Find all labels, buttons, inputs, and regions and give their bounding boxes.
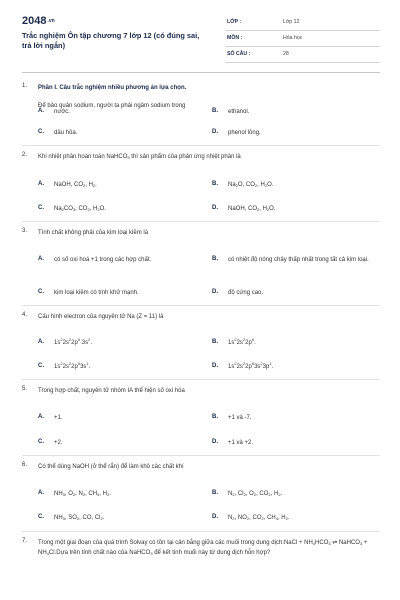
question-divider — [22, 305, 380, 306]
question-text — [38, 152, 376, 162]
question-body: Trong một giai đoạn của quá trình Solvay có tồn tại cân bằng giữa các muối trong dung dịch:NaCl + $NH_4HCO_3$ ⇌ NaHCO$_3$ + $NH_4Cl.Dựa$ trên tính chất nào của NaHCO$_3$ để kết tinh muối này từ dung dịch hỗn hợp? — [38, 540, 368, 556]
option-key: D. — [212, 363, 218, 369]
worksheet-title: Trắc nghiệm Ôn tập chương 7 lớp 12 (có đúng sai, trả lời ngắn) — [22, 31, 200, 50]
question-divider — [22, 531, 380, 532]
option-text: $Na_2O$, $CO_2$, $H_2O$. — [228, 182, 274, 188]
question-text — [38, 83, 376, 111]
option-text: $1s^22s^22p^63s^23p^1$. — [228, 361, 274, 370]
question-body: Trong hợp chất, nguyên tử nhóm IA thể hiện số oxi hóa — [38, 388, 185, 394]
option-key: A. — [38, 108, 44, 114]
question-number: 5. — [22, 386, 28, 392]
meta-label: SỐ CÂU : — [227, 51, 251, 57]
question-number: 3. — [22, 228, 28, 234]
option-key: A. — [38, 490, 44, 496]
question-text — [38, 386, 376, 396]
option-key: C. — [38, 289, 44, 295]
option-text: $NH_3$, $SO_2$, CO, $Cl_2$. — [54, 515, 105, 521]
header-divider — [22, 72, 380, 73]
question-text — [38, 312, 376, 322]
option-text: phenol lỏng. — [228, 130, 261, 136]
option-key: A. — [38, 256, 44, 262]
option-text: nước. — [54, 109, 70, 115]
option-text: NaOH, $CO_2$, $H_2O$. — [228, 206, 276, 212]
meta-value: 28 — [283, 51, 289, 57]
meta-row-count — [225, 46, 380, 63]
question-number: 1. — [22, 83, 28, 89]
option-key: B. — [212, 108, 218, 114]
question-number: 4. — [22, 312, 28, 318]
question-number: 2. — [22, 152, 28, 158]
logo-suffix: .vn — [47, 18, 55, 25]
question-body: Tính chất không phải của kim loại kiềm là — [38, 230, 149, 236]
option-text: NaOH, $CO_2$, $H_2$. — [54, 182, 97, 188]
option-key: C. — [38, 205, 44, 211]
question-number: 6. — [22, 462, 28, 468]
option-text: ethanol. — [228, 109, 250, 115]
question-body: Cấu hình electron của nguyên tử Na (Z = 11) là — [38, 314, 164, 320]
question-text — [38, 228, 376, 238]
question-text — [38, 462, 376, 472]
option-text: kim loại kiềm có tính khử mạnh. — [54, 290, 139, 296]
question-divider — [22, 145, 380, 146]
option-text: $NH_3$, $O_2$, $N_2$, $CH_4$, $H_2$. — [54, 491, 111, 497]
option-key: D. — [212, 439, 218, 445]
option-text: $N_2$, $NO_2$, $CO_2$, $CH_4$, $H_2$. — [228, 515, 290, 521]
meta-row-subject — [225, 30, 380, 47]
site-logo[interactable] — [22, 15, 55, 27]
option-text: +1 và +2. — [228, 440, 254, 446]
option-key: C. — [38, 363, 44, 369]
option-text: $1s^22s^22p^6$ $3s^2$. — [54, 337, 92, 346]
question-divider — [22, 455, 380, 456]
option-text: có số oxi hoá +1 trong các hợp chất. — [54, 257, 152, 263]
meta-row-class — [225, 14, 380, 31]
option-text: dầu hỏa. — [54, 130, 78, 136]
question-body: Khi nhiệt phân hoàn toàn NaHCO$_3$ thì sản phẩm của phản ứng nhiệt phân là — [38, 154, 241, 160]
question-divider — [22, 379, 380, 380]
meta-value: Lớp 12 — [283, 19, 300, 25]
option-key: D. — [212, 514, 218, 520]
option-key: D. — [212, 129, 218, 135]
question-body: Có thể dùng NaOH (ở thể rắn) để làm khô các chất khí — [38, 464, 184, 470]
section-heading: Phần I. Câu trắc nghiệm nhiều phương án lựa chọn. — [38, 85, 187, 91]
option-key: A. — [38, 181, 44, 187]
option-text: +1 và -7. — [228, 415, 252, 421]
question-divider — [22, 221, 380, 222]
meta-label: LỚP : — [227, 19, 242, 25]
option-text: +1. — [54, 415, 63, 421]
option-key: D. — [212, 205, 218, 211]
option-text: $Na_2CO_3$, $CO_2$, $H_2O$. — [54, 206, 106, 212]
option-key: B. — [212, 181, 218, 187]
option-key: A. — [38, 339, 44, 345]
option-text: $1s^22s^22p^63s^1$. — [54, 361, 91, 370]
option-key: A. — [38, 414, 44, 420]
question-body: Để bảo quản sodium, người ta phải ngâm sodium trong — [38, 103, 186, 109]
meta-value: Hóa học — [283, 35, 303, 41]
option-key: C. — [38, 439, 44, 445]
option-key: B. — [212, 256, 218, 262]
meta-label: MÔN : — [227, 35, 243, 41]
option-key: D. — [212, 289, 218, 295]
header — [0, 0, 400, 70]
logo-text: 2048 — [22, 15, 47, 27]
option-key: C. — [38, 129, 44, 135]
option-text: $1s^22s^22p^6$. — [228, 337, 256, 346]
option-key: B. — [212, 490, 218, 496]
option-key: B. — [212, 414, 218, 420]
question-number: 7. — [22, 538, 28, 544]
option-text: có nhiệt độ nóng chảy thấp nhất trong tất cả kim loại. — [228, 257, 369, 263]
option-text: +2. — [54, 440, 63, 446]
option-text: $N_2$, $Cl_2$, $O_2$, $CO_2$, $H_2$. — [228, 491, 283, 497]
option-text: độ cứng cao. — [228, 290, 264, 296]
question-text — [38, 538, 376, 558]
option-key: C. — [38, 514, 44, 520]
option-key: B. — [212, 339, 218, 345]
